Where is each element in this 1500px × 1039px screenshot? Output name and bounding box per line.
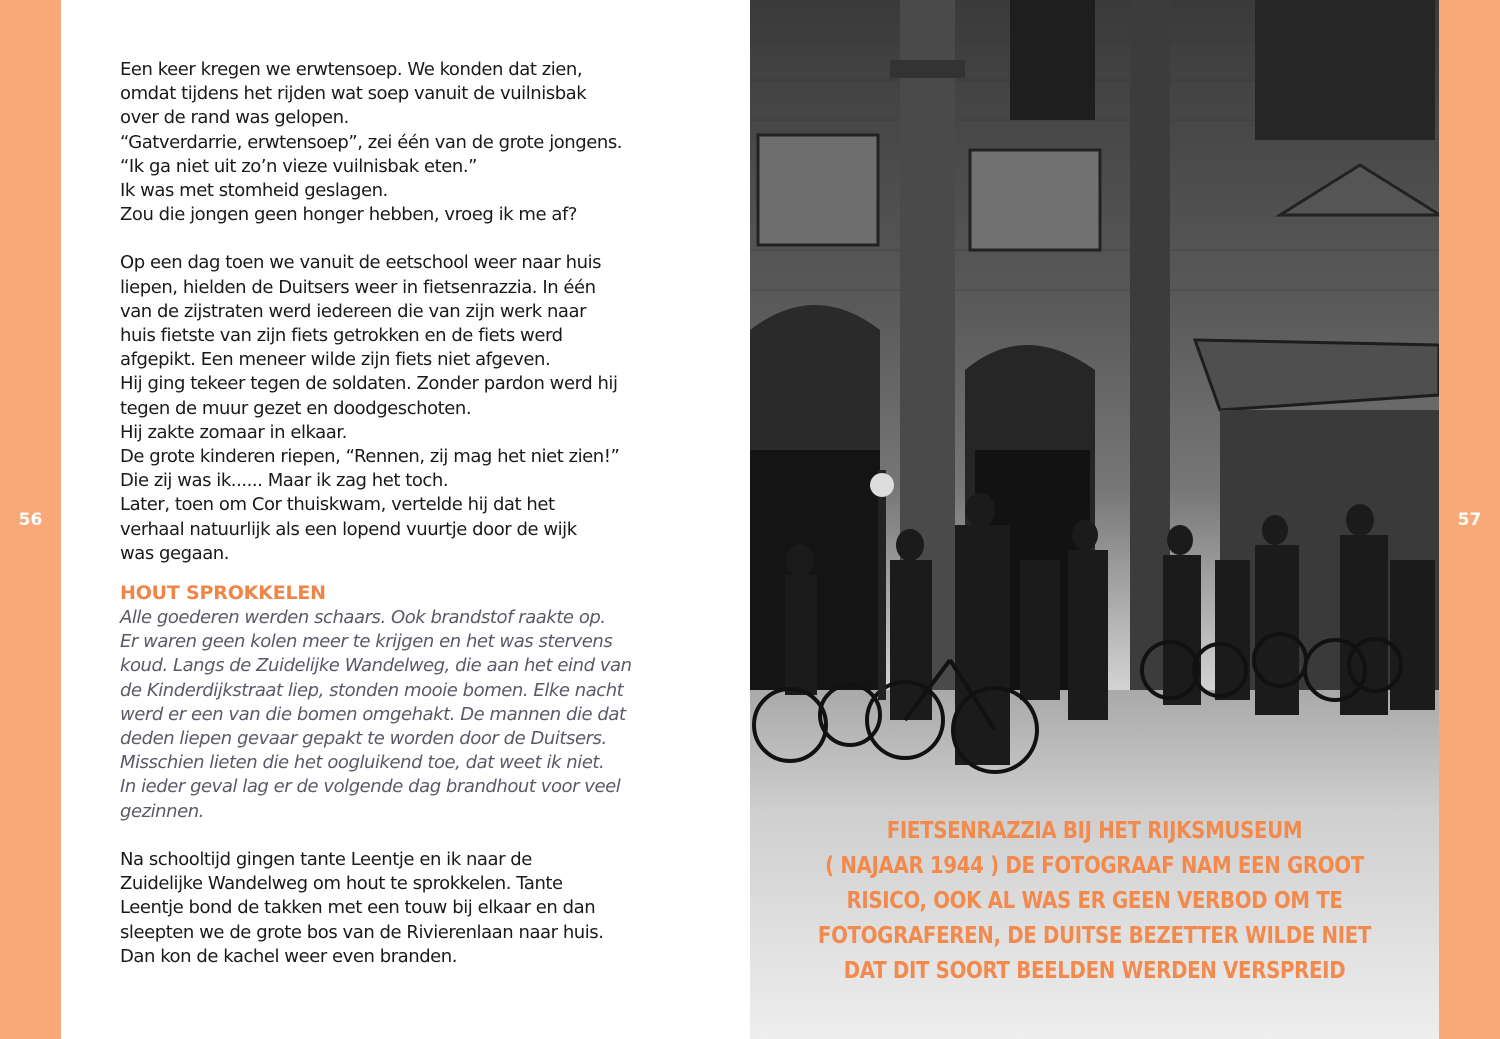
text-line: Hij ging tekeer tegen de soldaten. Zonder pardon werd hij (120, 373, 618, 395)
text-line: gezinnen. (120, 800, 204, 822)
caption-line: DAT DIT SOORT BEELDEN WERDEN VERSPREID (843, 958, 1346, 984)
paragraph-fietsenrazzia (120, 251, 640, 566)
caption-line: FIETSENRAZZIA BIJ HET RIJKSMUSEUM (886, 818, 1303, 844)
text-line: de Kinderdijkstraat liep, stonden mooie bomen. Elke nacht (120, 679, 624, 701)
story-text (120, 58, 640, 969)
photo-caption (798, 814, 1391, 989)
text-line: Zuidelijke Wandelweg om hout te sprokkelen. Tante (120, 873, 563, 895)
text-line: Alle goederen werden schaars. Ook brandstof raakte op. (120, 607, 606, 629)
text-line: Op een dag toen we vanuit de eetschool weer naar huis (120, 252, 602, 274)
text-line: Na schooltijd gingen tante Leentje en ik naar de (120, 848, 532, 870)
caption-line: FOTOGRAFEREN, DE DUITSE BEZETTER WILDE NIET (817, 923, 1372, 949)
text-line: Er waren geen kolen meer te krijgen en het was stervens (120, 631, 613, 653)
text-line: over de rand was gelopen. (120, 107, 349, 129)
paragraph-sprokkelen (120, 848, 640, 969)
paragraph-erwtensoep (120, 58, 640, 227)
text-line: koud. Langs de Zuidelijke Wandelweg, die aan het eind van (120, 655, 632, 677)
text-line: omdat tijdens het rijden wat soep vanuit de vuilnisbak (120, 83, 587, 105)
text-line: tegen de muur gezet en doodgeschoten. (120, 397, 472, 419)
text-line: was gegaan. (120, 542, 230, 564)
section-heading: HOUT SPROKKELEN (120, 582, 326, 605)
text-line: liepen, hielden de Duitsers weer in fietsenrazzia. In één (120, 276, 596, 298)
caption-line: ( NAJAAR 1944 ) DE FOTOGRAAF NAM EEN GROOT (825, 853, 1364, 879)
text-line: Misschien lieten die het oogluikend toe, dat weet ik niet. (120, 752, 605, 774)
text-line: De grote kinderen riepen, “Rennen, zij mag het niet zien!” (120, 446, 620, 468)
text-line: Zou die jongen geen honger hebben, vroeg ik me af? (120, 204, 577, 226)
caption-line: RISICO, OOK AL WAS ER GEEN VERBOD OM TE (846, 888, 1343, 914)
text-line: Dan kon de kachel weer even branden. (120, 945, 458, 967)
text-line: deden liepen gevaar gepakt te worden door de Duitsers. (120, 728, 607, 750)
paragraph-gap (120, 824, 640, 848)
right-page-number: 57 (1457, 510, 1482, 530)
text-line: huis fietste van zijn fiets getrokken en de fiets werd (120, 325, 563, 347)
left-page (61, 0, 750, 1039)
text-line: “Gatverdarrie, erwtensoep”, zei één van de grote jongens. (120, 131, 623, 153)
paragraph-gap (120, 227, 640, 251)
historical-photo (750, 0, 1439, 1039)
text-line: sleepten we de grote bos van de Rivierenlaan naar huis. (120, 921, 604, 943)
paragraph-hout-intro (120, 606, 640, 824)
left-page-number: 56 (18, 510, 43, 530)
text-line: Ik was met stomheid geslagen. (120, 180, 388, 202)
text-line: afgepikt. Een meneer wilde zijn fiets niet afgeven. (120, 349, 551, 371)
text-line: Later, toen om Cor thuiskwam, vertelde hij dat het (120, 494, 555, 516)
text-line: In ieder geval lag er de volgende dag brandhout voor veel (120, 776, 621, 798)
text-line: verhaal natuurlijk als een lopend vuurtje door de wijk (120, 518, 577, 540)
text-line: Een keer kregen we erwtensoep. We konden dat zien, (120, 59, 583, 80)
text-line: van de zijstraten werd iedereen die van zijn werk naar (120, 300, 587, 322)
text-line: Die zij was ik...... Maar ik zag het toch. (120, 470, 449, 492)
text-line: werd er een van die bomen omgehakt. De mannen die dat (120, 703, 626, 725)
text-line: Leentje bond de takken met een touw bij elkaar en dan (120, 897, 596, 919)
text-line: “Ik ga niet uit zo’n vieze vuilnisbak eten.” (120, 155, 478, 177)
text-line: Hij zakte zomaar in elkaar. (120, 421, 347, 443)
